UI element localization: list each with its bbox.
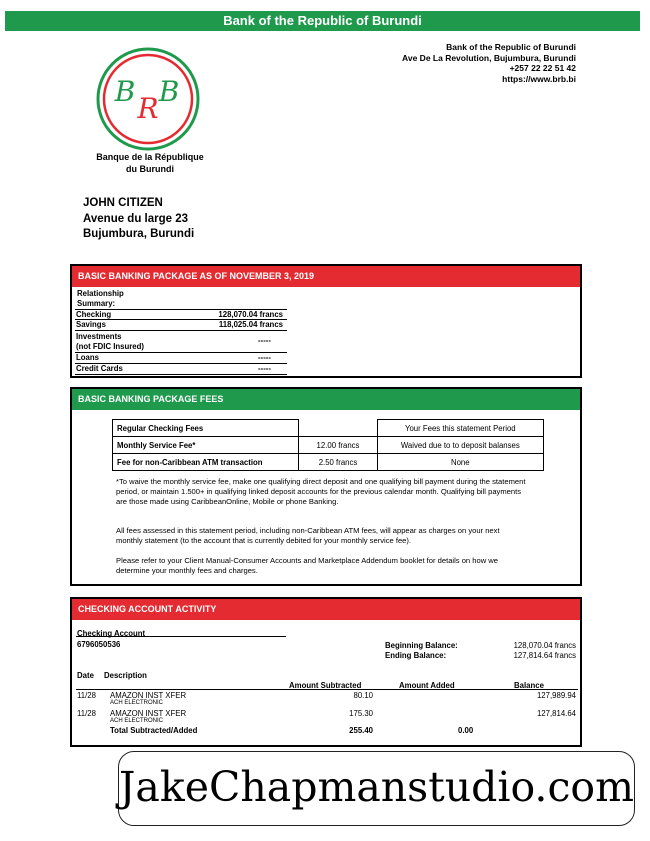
fees-col-header: Your Fees this statement Period [377, 420, 543, 437]
txn-subtype: ACH ELECTRONIC [110, 718, 164, 724]
txn-balance: 127,814.64 [536, 709, 576, 718]
account-number: 6796050536 [77, 640, 121, 649]
bank-address [402, 42, 576, 84]
logo-caption [70, 152, 230, 175]
customer-address-line2: Bujumbura, Burundi [83, 228, 195, 240]
fees-row [113, 437, 544, 454]
beginning-balance-label: Beginning Balance: [385, 641, 458, 650]
summary-label-sub: (not FDIC Insured) [76, 342, 144, 351]
fees-row [113, 454, 544, 471]
fees-cell: Waived due to to deposit balanses [377, 437, 543, 454]
total-added: 0.00 [458, 726, 474, 735]
txn-date: 11/28 [77, 709, 96, 718]
summary-heading-line2: Summary: [77, 298, 116, 308]
summary-label: Credit Cards [76, 364, 123, 373]
summary-row-credit-cards [75, 364, 287, 375]
total-label: Total Subtracted/Added [110, 726, 198, 735]
fees-table-header [113, 420, 544, 437]
summary-value: 128,070.04 francs [218, 310, 283, 319]
summary-value: ----- [258, 353, 271, 362]
summary-heading [77, 289, 124, 308]
summary-header: BASIC BANKING PACKAGE AS OF NOVEMBER 3, 2019 [72, 266, 580, 287]
col-description: Description [104, 671, 147, 680]
ending-balance-label: Ending Balance: [385, 651, 447, 660]
bank-website[interactable]: https://www.brb.bi [502, 73, 576, 84]
total-subtracted: 255.40 [349, 726, 373, 735]
col-balance: Balance [514, 681, 544, 690]
txn-description: AMAZON INST XFER [110, 709, 187, 718]
fees-cell: Monthly Service Fee* [113, 437, 299, 454]
fees-col-header [299, 420, 377, 437]
summary-label: Checking [76, 310, 112, 319]
logo-letter-b1: B [114, 75, 136, 108]
summary-value: ----- [258, 364, 271, 373]
fees-cell: 12.00 francs [299, 437, 377, 454]
bank-street: Ave De La Revolution, Bujumbura, Burundi [402, 52, 576, 63]
activity-header-rule [76, 689, 578, 690]
bank-phone: +257 22 22 51 42 [509, 63, 576, 73]
watermark-banner: JakeChapmanstudio.com [118, 751, 635, 826]
col-amount-added: Amount Added [399, 681, 455, 690]
summary-row-savings [75, 320, 287, 331]
txn-description: AMAZON INST XFER [110, 691, 187, 700]
account-label-rule [76, 636, 286, 637]
bank-logo [95, 46, 201, 152]
ending-balance-value: 127,814.64 francs [513, 651, 576, 660]
logo-caption-line2: du Burundi [126, 163, 174, 174]
txn-date: 11/28 [77, 691, 96, 700]
summary-label: Loans [76, 353, 99, 362]
fees-note-manual: Please refer to your Client Manual-Consumer Accounts and Marketplace Addendum booklet for details on how we determine your monthly fees and charges. [116, 556, 499, 575]
account-label: Checking Account [77, 629, 146, 638]
summary-label: Savings [76, 320, 106, 329]
customer-name: JOHN CITIZEN [83, 197, 163, 209]
fees-col-header: Regular Checking Fees [113, 420, 299, 437]
fees-cell: Fee for non-Caribbean ATM transaction [113, 454, 299, 471]
col-date: Date [77, 671, 94, 680]
col-amount-subtracted: Amount Subtracted [289, 681, 362, 690]
summary-row-investments [75, 331, 287, 353]
bank-name: Bank of the Republic of Burundi [446, 42, 576, 52]
txn-balance: 127,989.94 [536, 691, 576, 700]
fees-cell: None [377, 454, 543, 471]
txn-subtype: ACH ELECTRONIC [110, 700, 164, 706]
txn-amount-subtracted: 80.10 [353, 691, 373, 700]
summary-row-checking [75, 309, 287, 320]
logo-letter-b2: B [158, 75, 180, 108]
customer-address-line1: Avenue du large 23 [83, 212, 189, 225]
summary-value: ----- [258, 336, 271, 345]
fees-note-assessed: All fees assessed in this statement period, including non-Caribbean ATM fees, will appear as charges on your next monthly statement (to the account that is currently debited for your monthly service fee). [116, 526, 500, 545]
customer-address [83, 196, 194, 243]
logo-letter-r: R [137, 92, 159, 125]
summary-value: 118,025.04 francs [218, 320, 283, 329]
fees-header: BASIC BANKING PACKAGE FEES [72, 389, 580, 410]
summary-heading-line1: Relationship [77, 289, 124, 298]
summary-row-loans [75, 353, 287, 364]
txn-amount-subtracted: 175.30 [349, 709, 373, 718]
bank-title-bar: Bank of the Republic of Burundi [5, 11, 640, 31]
fees-table [112, 419, 544, 471]
activity-header: CHECKING ACCOUNT ACTIVITY [72, 599, 580, 620]
beginning-balance-value: 128,070.04 francs [513, 641, 576, 650]
logo-caption-line1: Banque de la République [96, 152, 204, 162]
fees-cell: 2.50 francs [299, 454, 377, 471]
summary-label: Investments [76, 332, 122, 341]
fees-note-waiver: *To waive the monthly service fee, make one qualifying direct deposit and one qualifying bill payment during the statement period, or maintain 1.500+ in qualifying linked deposit accounts for the previous calendar month. Qualifying bill payments are those made using CaribbeanOnline, Mobile or phone Banking. [116, 477, 526, 506]
